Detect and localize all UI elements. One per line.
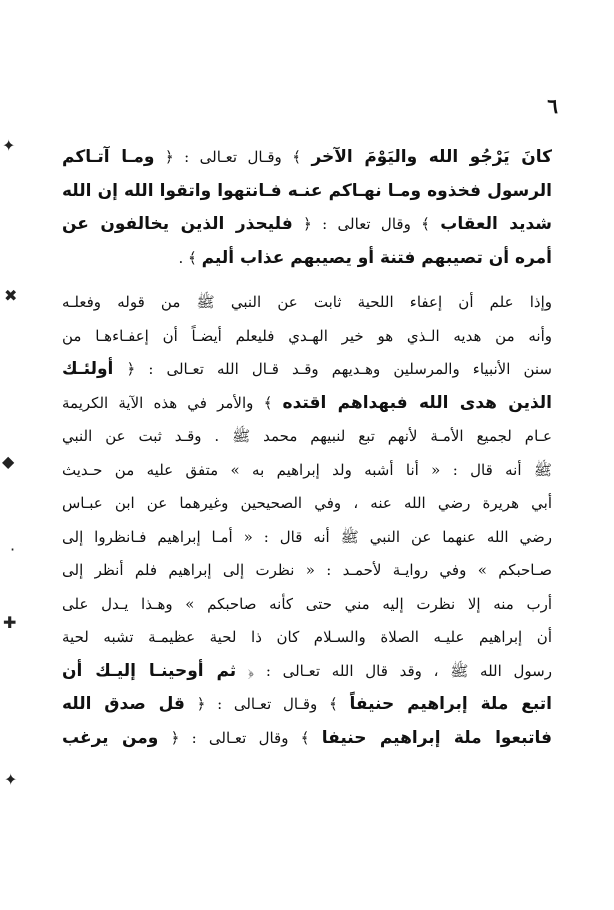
body-text-segment: عـام لجميع الأمـة لأنهم تبع لنبيهم محمد ﷺ . وقـد ثبت عن النبي xyxy=(62,427,552,445)
body-text-segment: أن إبراهيم عليـه الصلاة والسـلام كان ذا لحية عظيمـة تشبه لحية xyxy=(62,628,552,646)
body-text-segment: أبي هريرة رضي الله عنه ، وفي الصحيحين وغيرهما عن ابن عبـاس xyxy=(62,494,552,512)
text-line xyxy=(62,352,552,386)
quran-verse-text: كانَ يَرْجُو الله واليَوْمَ الآخر xyxy=(311,147,552,167)
text-line xyxy=(62,721,552,755)
margin-mark: ◆ xyxy=(2,452,15,471)
quran-verse-text: فليحذر الذين يخالفون عن xyxy=(62,214,293,234)
margin-mark: ✖ xyxy=(4,286,18,305)
body-text-segment: رسول الله ﷺ ، وقد قال الله تعـالى : ﴿ xyxy=(236,661,552,680)
text-line xyxy=(62,620,552,654)
quran-verse-text: الذين هدى الله فبهداهم اقتده xyxy=(282,392,552,413)
body-text-segment: سنن الأنبياء والمرسلين وهـديهم وقـد قـال الله تعـالى : ﴿ xyxy=(113,360,552,378)
margin-mark: ✦ xyxy=(2,136,16,155)
text-line xyxy=(62,453,552,487)
text-line xyxy=(62,285,552,319)
text-line xyxy=(62,140,552,174)
quran-verse-text: ومن يرغب xyxy=(62,727,159,748)
quran-verse-text: اتبع ملة إبراهيم حنيفاً xyxy=(349,694,552,714)
text-line xyxy=(62,520,552,554)
quran-verse-text: ثم أوحينـا إليـك أن xyxy=(62,660,237,681)
body-text-segment: أرب منه إلا نظرت إليه مني حتى كأنه صاحبكم » وهـذا يـدل على xyxy=(62,594,552,613)
margin-mark: · xyxy=(10,540,16,559)
margin-mark: ✚ xyxy=(3,613,17,632)
body-text-segment: وإذا علم أن إعفاء اللحية ثابت عن النبي ﷺ من قوله وفعلـه xyxy=(62,293,552,311)
text-line xyxy=(62,553,552,587)
text-line xyxy=(62,654,552,688)
quran-verse-text: قل صدق الله xyxy=(62,694,185,714)
text-line xyxy=(62,241,552,275)
margin-mark: ✦ xyxy=(4,770,18,789)
text-line xyxy=(62,419,552,453)
body-text-segment: ﴾ وقال تعـالى : ﴿ xyxy=(158,728,322,747)
text-line xyxy=(62,587,552,621)
body-text-segment: ﴾ وقال تعالى : ﴿ xyxy=(292,215,441,233)
page-number: ٦ xyxy=(547,94,558,118)
quran-verse-text: أولئـك xyxy=(62,359,114,379)
body-text-segment: ﴾ وقـال تعـالى : ﴿ xyxy=(184,695,350,713)
body-text-segment: ﴾ . xyxy=(178,248,202,267)
quran-verse-text: ومـا آتـاكم xyxy=(62,147,155,167)
text-line xyxy=(62,319,552,353)
body-text-segment: صـاحبكم » وفي روايـة لأحمـد : « نظرت إلى إبراهيم فلم أنظر إلى xyxy=(62,561,552,579)
text-line xyxy=(62,386,552,420)
body-text-segment: ﷺ أنه قال : « أنا أشبه ولد إبراهيم به » متفق عليه من حـديث xyxy=(62,460,552,479)
paragraph-gap xyxy=(62,274,552,285)
text-line xyxy=(62,486,552,520)
quran-verse-text: أمره أن تصيبهم فتنة أو يصيبهم عذاب أليم xyxy=(201,247,552,268)
body-text xyxy=(62,140,552,754)
body-text-segment: وأنه من هديه الـذي هو خير الهـدي فليعلم أيضـاً أن إعفـاءهـا من xyxy=(62,326,552,345)
body-text-segment: ﴾ والأمر في هذه الآية الكريمة xyxy=(62,393,283,412)
body-text-segment: ﴾ وقـال تعـالى : ﴿ xyxy=(154,148,312,166)
text-line xyxy=(62,207,552,241)
body-text-segment: رضي الله عنهما عن النبي ﷺ أنه قال : « أمـا إبراهيم فـانظروا إلى xyxy=(62,527,552,546)
text-line xyxy=(62,174,552,208)
text-line xyxy=(62,687,552,721)
quran-verse-text: الرسول فخذوه ومـا نهـاكم عنـه فـانتهوا واتقوا الله إن الله xyxy=(62,180,552,201)
quran-verse-text: شديد العقاب xyxy=(440,214,552,234)
quran-verse-text: فاتبعوا ملة إبراهيم حنيفا xyxy=(321,727,552,748)
